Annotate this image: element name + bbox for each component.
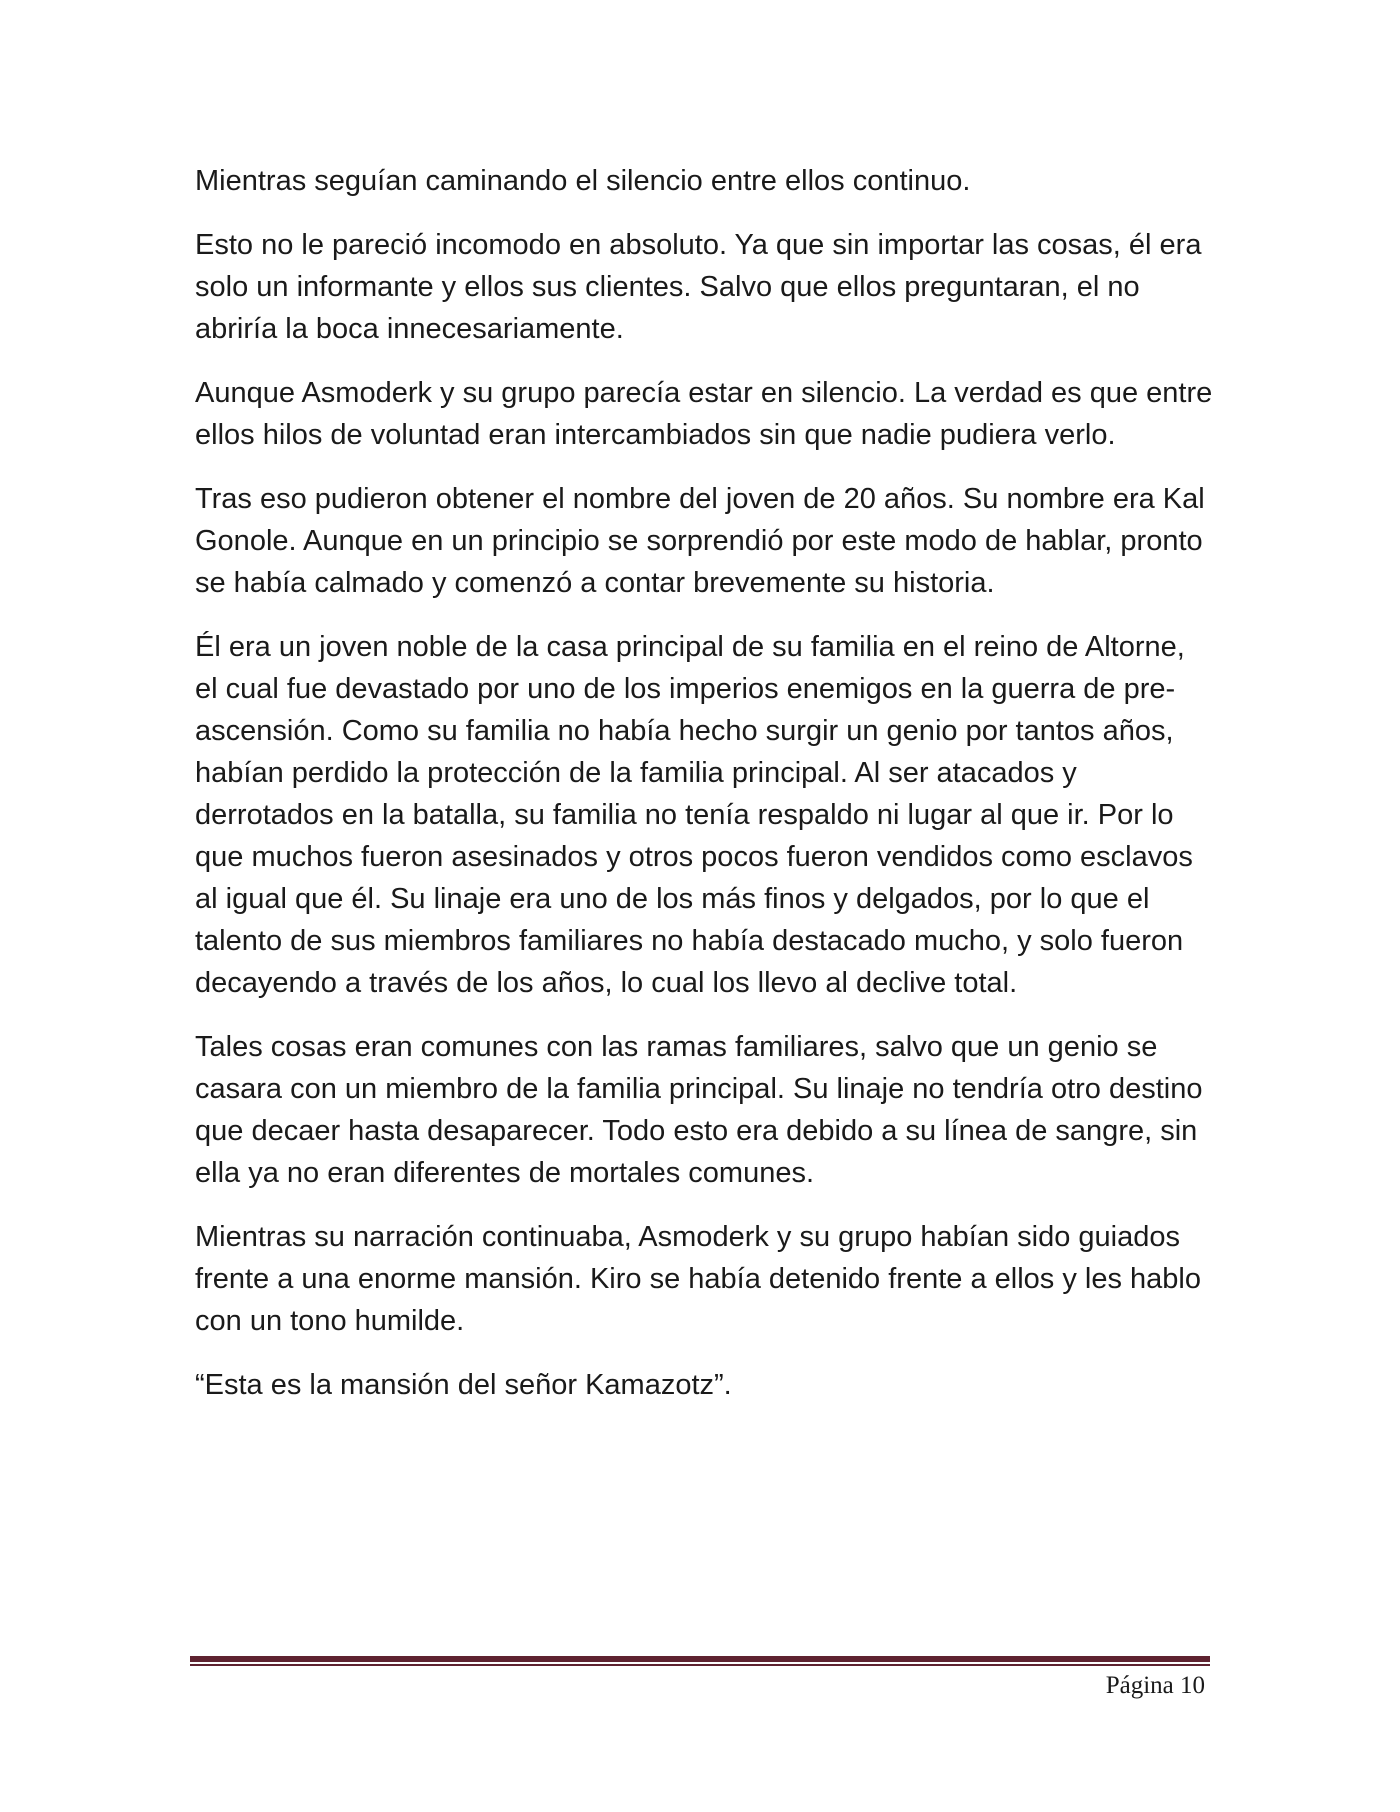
body-text: [195, 160, 1215, 1428]
footer-divider-thick-line: [190, 1656, 1210, 1662]
footer-divider: [190, 1656, 1210, 1666]
paragraph-3: Aunque Asmoderk y su grupo parecía estar en silencio. La verdad es que entre ellos hilos de voluntad eran intercambiados sin que nadie pudiera verlo.: [195, 377, 1213, 451]
paragraph-8: “Esta es la mansión del señor Kamazotz”.: [195, 1369, 732, 1401]
page-number: Página 10: [1105, 1672, 1205, 1699]
footer-divider-thin-line: [190, 1664, 1210, 1666]
paragraph-1: Mientras seguían caminando el silencio entre ellos continuo.: [195, 165, 971, 197]
paragraph-4: Tras eso pudieron obtener el nombre del joven de 20 años. Su nombre era Kal Gonole. Aunque en un principio se sorprendió por este modo de hablar, pronto se había calmado y comenzó a contar brevemente su historia.: [195, 483, 1205, 599]
paragraph-7: Mientras su narración continuaba, Asmoderk y su grupo habían sido guiados frente a una enorme mansión. Kiro se había detenido frente a ellos y les hablo con un tono humilde.: [195, 1221, 1201, 1337]
paragraph-2: Esto no le pareció incomodo en absoluto. Ya que sin importar las cosas, él era solo un informante y ellos sus clientes. Salvo que ellos preguntaran, el no abriría la boca innecesariamente.: [195, 229, 1202, 345]
paragraph-5: Él era un joven noble de la casa principal de su familia en el reino de Altorne, el cual fue devastado por uno de los imperios enemigos en la guerra de pre-ascensión. Como su familia no había hecho surgir un genio por tantos años, habían perdido la protección de la familia principal. Al ser atacados y derrotados en la batalla, su familia no tenía respaldo ni lugar al que ir. Por lo que muchos fueron asesinados y otros pocos fueron vendidos como esclavos al igual que él. Su linaje era uno de los más finos y delgados, por lo que el talento de sus miembros familiares no había destacado mucho, y solo fueron decayendo a través de los años, lo cual los llevo al declive total.: [195, 631, 1193, 999]
paragraph-6: Tales cosas eran comunes con las ramas familiares, salvo que un genio se casara con un miembro de la familia principal. Su linaje no tendría otro destino que decaer hasta desaparecer. Todo esto era debido a su línea de sangre, sin ella ya no eran diferentes de mortales comunes.: [195, 1031, 1203, 1189]
